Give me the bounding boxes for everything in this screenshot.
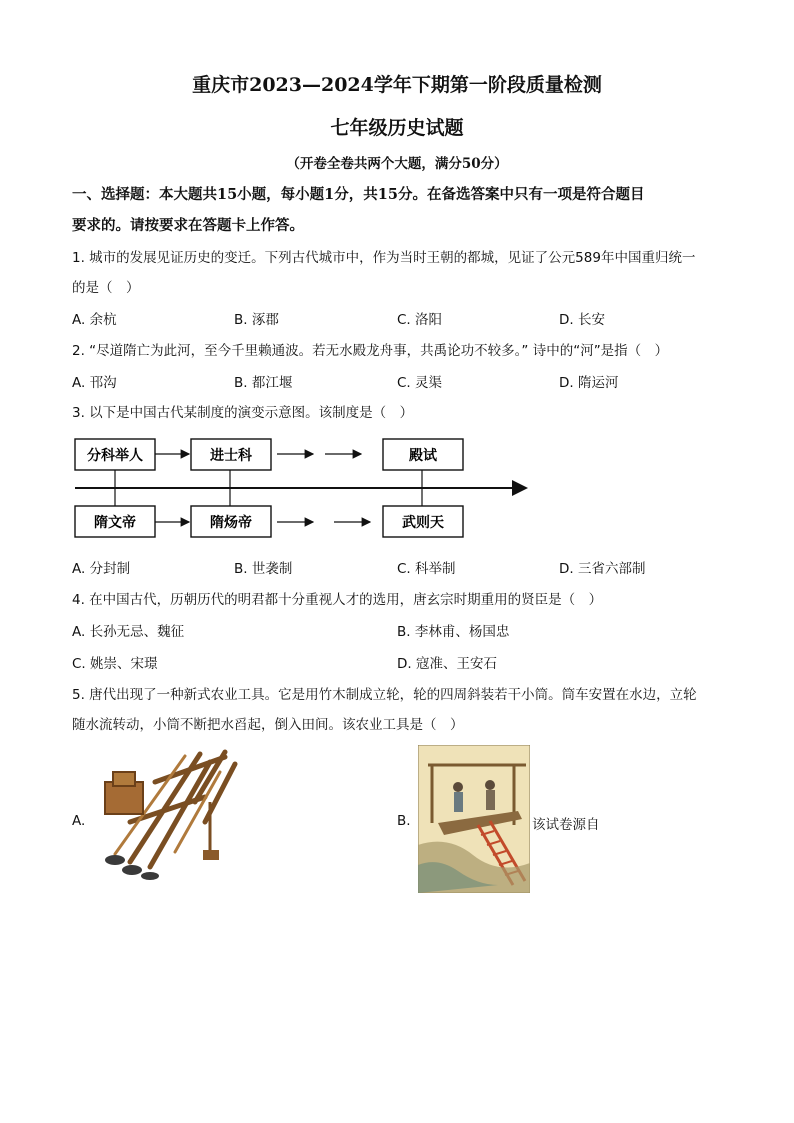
q5-stem-line2: 随水流转动，小筒不断把水舀起，倒入田间。该农业工具是（ ） — [72, 717, 464, 733]
q1-stem-line2: 的是（ ） — [72, 280, 140, 296]
q4-option-b[interactable]: B. 李林甫、杨国忠 — [397, 624, 510, 640]
q1-option-c[interactable]: C. 洛阳 — [397, 312, 443, 328]
q1-option-a[interactable]: A. 余杭 — [72, 312, 117, 328]
diagram-box-bottom-1 — [75, 506, 155, 537]
diagram-label-bottom-1: 隋文帝 — [94, 515, 136, 531]
q5-option-a-label[interactable]: A. — [72, 813, 86, 829]
q3-diagram — [0, 430, 794, 550]
diagram-box-bottom-3 — [383, 506, 463, 537]
q2-option-d[interactable]: D. 隋运河 — [559, 375, 619, 391]
q4-option-d[interactable]: D. 寇准、王安石 — [397, 656, 497, 672]
q2-option-b[interactable]: B. 都江堰 — [234, 375, 293, 391]
q5-option-b-label[interactable]: B. — [397, 813, 411, 829]
q5-stem-line1: 5. 唐代出现了一种新式农业工具。它是用竹木制成立轮，轮的四周斜装若干小筒。筒车安置在水边，立轮 — [72, 687, 697, 703]
exam-subtitle: 七年级历史试题 — [330, 117, 464, 139]
q3-option-a[interactable]: A. 分封制 — [72, 561, 131, 577]
watermark-text: 该试卷源自 — [532, 817, 600, 833]
q1-option-b[interactable]: B. 涿郡 — [234, 312, 279, 328]
q5-option-a-image[interactable] — [95, 742, 245, 882]
q4-stem: 4. 在中国古代，历朝历代的明君都十分重视人才的选用，唐玄宗时期重用的贤臣是（ ） — [72, 592, 603, 608]
q2-option-c[interactable]: C. 灵渠 — [397, 375, 443, 391]
q3-option-c[interactable]: C. 科举制 — [397, 561, 456, 577]
diagram-label-top-3: 殿试 — [409, 448, 437, 464]
q2-stem: 2. “尽道隋亡为此河，至今千里赖通波。若无水殿龙舟事，共禹论功不较多。” 诗中的“河”是指（ ） — [72, 343, 669, 359]
q1-stem-line1: 1. 城市的发展见证历史的变迁。下列古代城市中，作为当时王朝的都城，见证了公元589年中国重归统一 — [72, 250, 696, 266]
q3-option-b[interactable]: B. 世袭制 — [234, 561, 293, 577]
q3-stem: 3. 以下是中国古代某制度的演变示意图。该制度是（ ） — [72, 405, 414, 421]
section1-line2: 要求的。请按要求在答题卡上作答。 — [72, 217, 304, 234]
diagram-box-bottom-2 — [191, 506, 271, 537]
section1-line1: 一、选择题：本大题共15小题，每小题1分，共15分。在备选答案中只有一项是符合题目 — [72, 186, 645, 203]
diagram-box-top-3 — [383, 439, 463, 470]
q4-option-c[interactable]: C. 姚崇、宋璟 — [72, 656, 158, 672]
q5-option-b-image[interactable] — [418, 745, 530, 893]
q3-option-d[interactable]: D. 三省六部制 — [559, 561, 646, 577]
exam-title: 重庆市2023—2024学年下期第一阶段质量检测 — [192, 74, 602, 96]
diagram-label-bottom-3: 武则天 — [402, 515, 444, 531]
q2-option-a[interactable]: A. 邗沟 — [72, 375, 117, 391]
diagram-box-top-1 — [75, 439, 155, 470]
diagram-label-top-2: 进士科 — [210, 448, 252, 464]
exam-note: （开卷全卷共两个大题，满分50分） — [286, 156, 508, 172]
q1-option-d[interactable]: D. 长安 — [559, 312, 605, 328]
diagram-label-bottom-2: 隋炀帝 — [210, 515, 252, 531]
q4-option-a[interactable]: A. 长孙无忌、魏征 — [72, 624, 185, 640]
diagram-label-top-1: 分科举人 — [87, 448, 143, 464]
diagram-box-top-2 — [191, 439, 271, 470]
